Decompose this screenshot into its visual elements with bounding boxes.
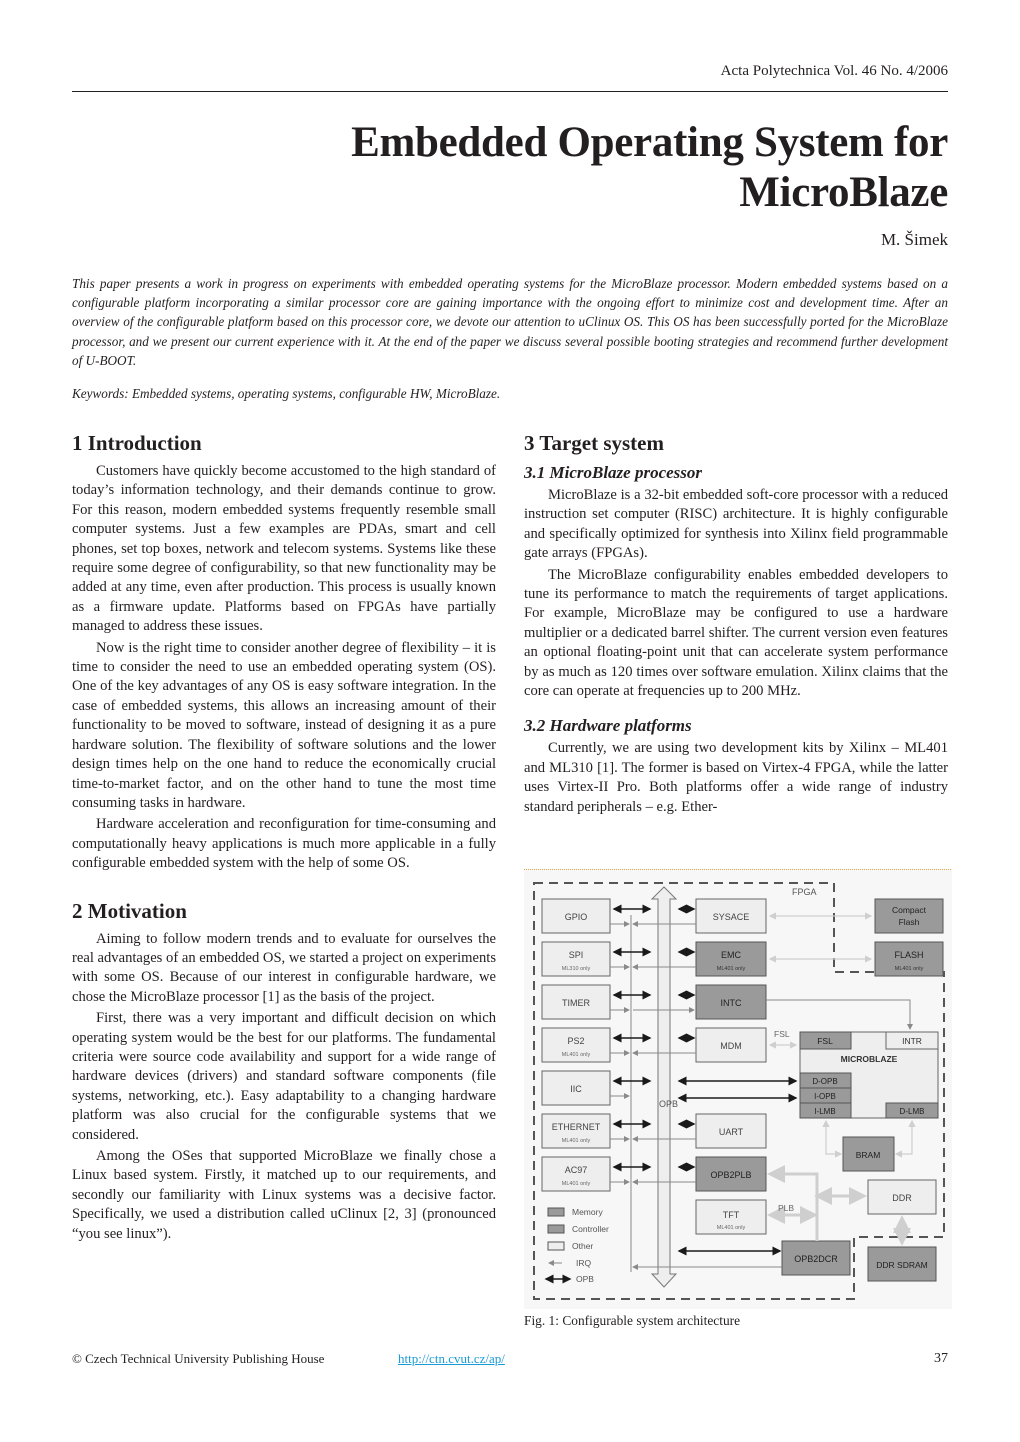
subsection-heading-microblaze: 3.1 MicroBlaze processor — [524, 463, 703, 482]
svg-text:UART: UART — [718, 1127, 744, 1137]
legend-item-memory — [548, 1207, 603, 1217]
svg-text:SYSACE: SYSACE — [712, 912, 750, 922]
svg-text:Flash: Flash — [898, 917, 920, 927]
publisher-link[interactable]: http://ctn.cvut.cz/ap/ — [398, 1351, 505, 1366]
svg-text:D-OPB: D-OPB — [812, 1077, 838, 1086]
block-opb2dcr — [782, 1241, 850, 1275]
paper-title — [351, 118, 948, 218]
svg-text:AC97: AC97 — [564, 1165, 588, 1175]
journal-header: Acta Polytechnica Vol. 46 No. 4/2006 — [720, 63, 948, 79]
svg-text:GPIO: GPIO — [564, 912, 588, 922]
svg-text:TFT: TFT — [722, 1210, 740, 1220]
block-sysace — [696, 899, 766, 933]
svg-text:ML401 only: ML401 only — [561, 1181, 591, 1187]
block-gpio — [542, 899, 610, 933]
paper-title-line-2: MicroBlaze — [739, 169, 948, 216]
plb-label: PLB — [778, 1203, 795, 1213]
svg-text:I-LMB: I-LMB — [814, 1107, 836, 1116]
block-flash — [875, 942, 943, 976]
paragraph: Now is the right time to consider another degree of flexibility – it is time to consider the need to use an embedded operating system (OS). One of the key advantages of any OS is easy software integration. In the case of embedded systems, this allows an increasing amount of their functionality to be moved to software, instead of designing it as a pure hardware solution. The flexibility of software solutions and the lower design times help on the one hand to reduce the economically crucial time-to-market factor, and on the other hand to tune the most time consuming tasks in hardware. — [72, 639, 496, 811]
section-heading-motivation: 2 Motivation — [72, 898, 187, 923]
block-microblaze — [800, 1032, 938, 1118]
paper-title-line-1: Embedded Operating System for — [351, 119, 948, 166]
svg-text:DDR: DDR — [892, 1193, 912, 1203]
block-timer — [542, 985, 610, 1019]
section-heading-target-system: 3 Target system — [524, 431, 664, 455]
author: M. Šimek — [880, 230, 948, 249]
svg-text:FLASH: FLASH — [894, 950, 924, 960]
paragraph: Hardware acceleration and reconfiguration for time-consuming and computationally heavy applications is much more applicable in a fully configurable embedded system with the help of some OS. — [72, 816, 496, 872]
svg-text:OPB: OPB — [576, 1274, 594, 1284]
paragraph: The MicroBlaze configurability enables embedded developers to tune its performance to match the requirements of target applications. For example, MicroBlaze may be configured to use a hardware multiplier or a dedicated barrel shifter. The current version even features an optional floating-point unit that can accelerate system performance by as much as 120 times over software emulation. Xilinx claims that the core can operate at frequencies up to 200 MHz. — [524, 566, 948, 700]
paragraph: Customers have quickly become accustomed to the high standard of today’s information technology, and their demands continue to grow. For this reason, modern embedded systems frequently resemble small computer systems. Just a few examples are PDAs, smart and cell phones, set top boxes, network and telecom systems. Systems like these require some degree of configurability, so that new functionality may be added at any time, even after production. This process is usually known as a firmware update. Platforms based on FPGAs have partially managed to address these issues. — [72, 463, 496, 635]
svg-text:ML401 only: ML401 only — [561, 1138, 591, 1144]
svg-text:OPB2DCR: OPB2DCR — [794, 1254, 838, 1264]
svg-text:MICROBLAZE: MICROBLAZE — [840, 1054, 898, 1064]
svg-text:PS2: PS2 — [567, 1036, 585, 1046]
paragraph: Currently, we are using two development kits by Xilinx – ML401 and ML310 [1]. The former is based on Virtex-4 FPGA, while the latter uses Virtex-II Pro. Both platforms offer a wide range of industry standard peripherals – e.g. Ether- — [524, 740, 948, 815]
svg-text:EMC: EMC — [721, 950, 741, 960]
svg-text:D-LMB: D-LMB — [899, 1107, 925, 1116]
block-opb2plb — [696, 1157, 766, 1191]
svg-text:BRAM: BRAM — [855, 1150, 881, 1160]
paragraph: MicroBlaze is a 32-bit embedded soft-core processor with a reduced instruction set computer (RISC) architecture. It is highly configurable and specifically optimized for synthesis into Xilinx field programmable gate arrays (FPGAs). — [524, 487, 948, 562]
block-ddr-sdram — [868, 1247, 936, 1281]
svg-text:ML401 only: ML401 only — [716, 966, 746, 972]
svg-text:FSL: FSL — [817, 1036, 833, 1046]
section-heading-introduction: 1 Introduction — [72, 431, 202, 455]
architecture-diagram — [524, 869, 952, 1309]
svg-text:MDM: MDM — [720, 1041, 742, 1051]
svg-text:Controller: Controller — [572, 1224, 609, 1234]
svg-text:I-OPB: I-OPB — [814, 1092, 836, 1101]
svg-text:Compact: Compact — [891, 905, 927, 915]
svg-text:TIMER: TIMER — [562, 998, 590, 1008]
subsection-heading-hardware-platforms: 3.2 Hardware platforms — [524, 716, 692, 736]
svg-text:INTR: INTR — [902, 1036, 922, 1046]
block-ddr — [868, 1180, 936, 1214]
block-bram — [843, 1137, 894, 1171]
svg-text:ML401 only: ML401 only — [894, 966, 924, 972]
svg-text:INTC: INTC — [720, 998, 742, 1008]
abstract: This paper presents a work in progress on experiments with embedded operating systems for the MicroBlaze processor. Modern embedded systems based on a configurable platform incorporating a similar processor core are gaining importance with the ongoing effort to minimize cost and development time. After an overview of the configurable platform based on this processor core, we devote our attention to uClinux OS. This OS has been successfully ported for the MicroBlaze processor, and we present our current experience with it. At the end of the paper we discuss several possible booting strategies and recommend further development of U-BOOT. — [72, 276, 948, 368]
svg-text:OPB2PLB: OPB2PLB — [710, 1170, 752, 1180]
svg-text:Memory: Memory — [572, 1207, 603, 1217]
svg-text:IRQ: IRQ — [576, 1258, 592, 1268]
svg-text:DDR SDRAM: DDR SDRAM — [876, 1260, 928, 1270]
svg-text:ML401 only: ML401 only — [716, 1225, 746, 1231]
fsl-label: FSL — [774, 1029, 790, 1039]
architecture-diagram-svg — [524, 869, 952, 1309]
legend-item-controller — [548, 1224, 609, 1234]
copyright: © Czech Technical University Publishing House — [72, 1351, 325, 1366]
svg-text:ML310 only: ML310 only — [561, 966, 591, 972]
paragraph: Among the OSes that supported MicroBlaze we finally chose a Linux based system. Firstly, it matched up to our requirements, and secondly our familiarity with Linux systems was a decisive factor. Specifically, we used a distribution called uClinux [2, 3] (pronounced “you see linux”). — [72, 1148, 496, 1242]
fpga-label: FPGA — [792, 887, 817, 897]
block-spi — [542, 942, 610, 976]
keywords: Keywords: Embedded systems, operating systems, configurable HW, MicroBlaze. — [72, 386, 501, 401]
opb-label: OPB — [659, 1099, 679, 1109]
svg-text:SPI: SPI — [568, 950, 584, 960]
header-rule — [72, 91, 948, 92]
svg-text:IIC: IIC — [570, 1084, 582, 1094]
paragraph: First, there was a very important and difficult decision on which operating system would be the best for our platforms. The fundamental criteria were source code availability and support for a wide range of hardware devices (drivers) and standard software components (file systems, networking, etc.). Easy adaptability to a changing hardware platform was also crucial for the configurable systems that we considered. — [72, 1010, 496, 1143]
block-ac97 — [542, 1157, 610, 1191]
svg-text:ETHERNET: ETHERNET — [551, 1122, 601, 1132]
svg-text:Other: Other — [572, 1241, 594, 1251]
block-compact-flash — [875, 899, 943, 933]
block-uart — [696, 1114, 766, 1148]
block-tft — [696, 1200, 766, 1234]
svg-text:ML401 only: ML401 only — [561, 1052, 591, 1058]
figure-caption: Fig. 1: Configurable system architecture — [524, 1313, 741, 1328]
paragraph: Aiming to follow modern trends and to evaluate for ourselves the real advantages of an embedded OS, we started a project on experiments with some OS. Because of our interest in configurable hardware, we chose the MicroBlaze processor [1] as the basis of the project. — [72, 930, 496, 1005]
page-number: 37 — [934, 1351, 948, 1366]
block-emc — [696, 942, 766, 976]
left-column — [72, 430, 496, 1244]
block-intc — [696, 985, 766, 1019]
block-ps2 — [542, 1028, 610, 1062]
block-ethernet — [542, 1114, 610, 1148]
right-column — [524, 430, 948, 817]
block-mdm — [696, 1028, 766, 1062]
block-iic — [542, 1071, 610, 1105]
